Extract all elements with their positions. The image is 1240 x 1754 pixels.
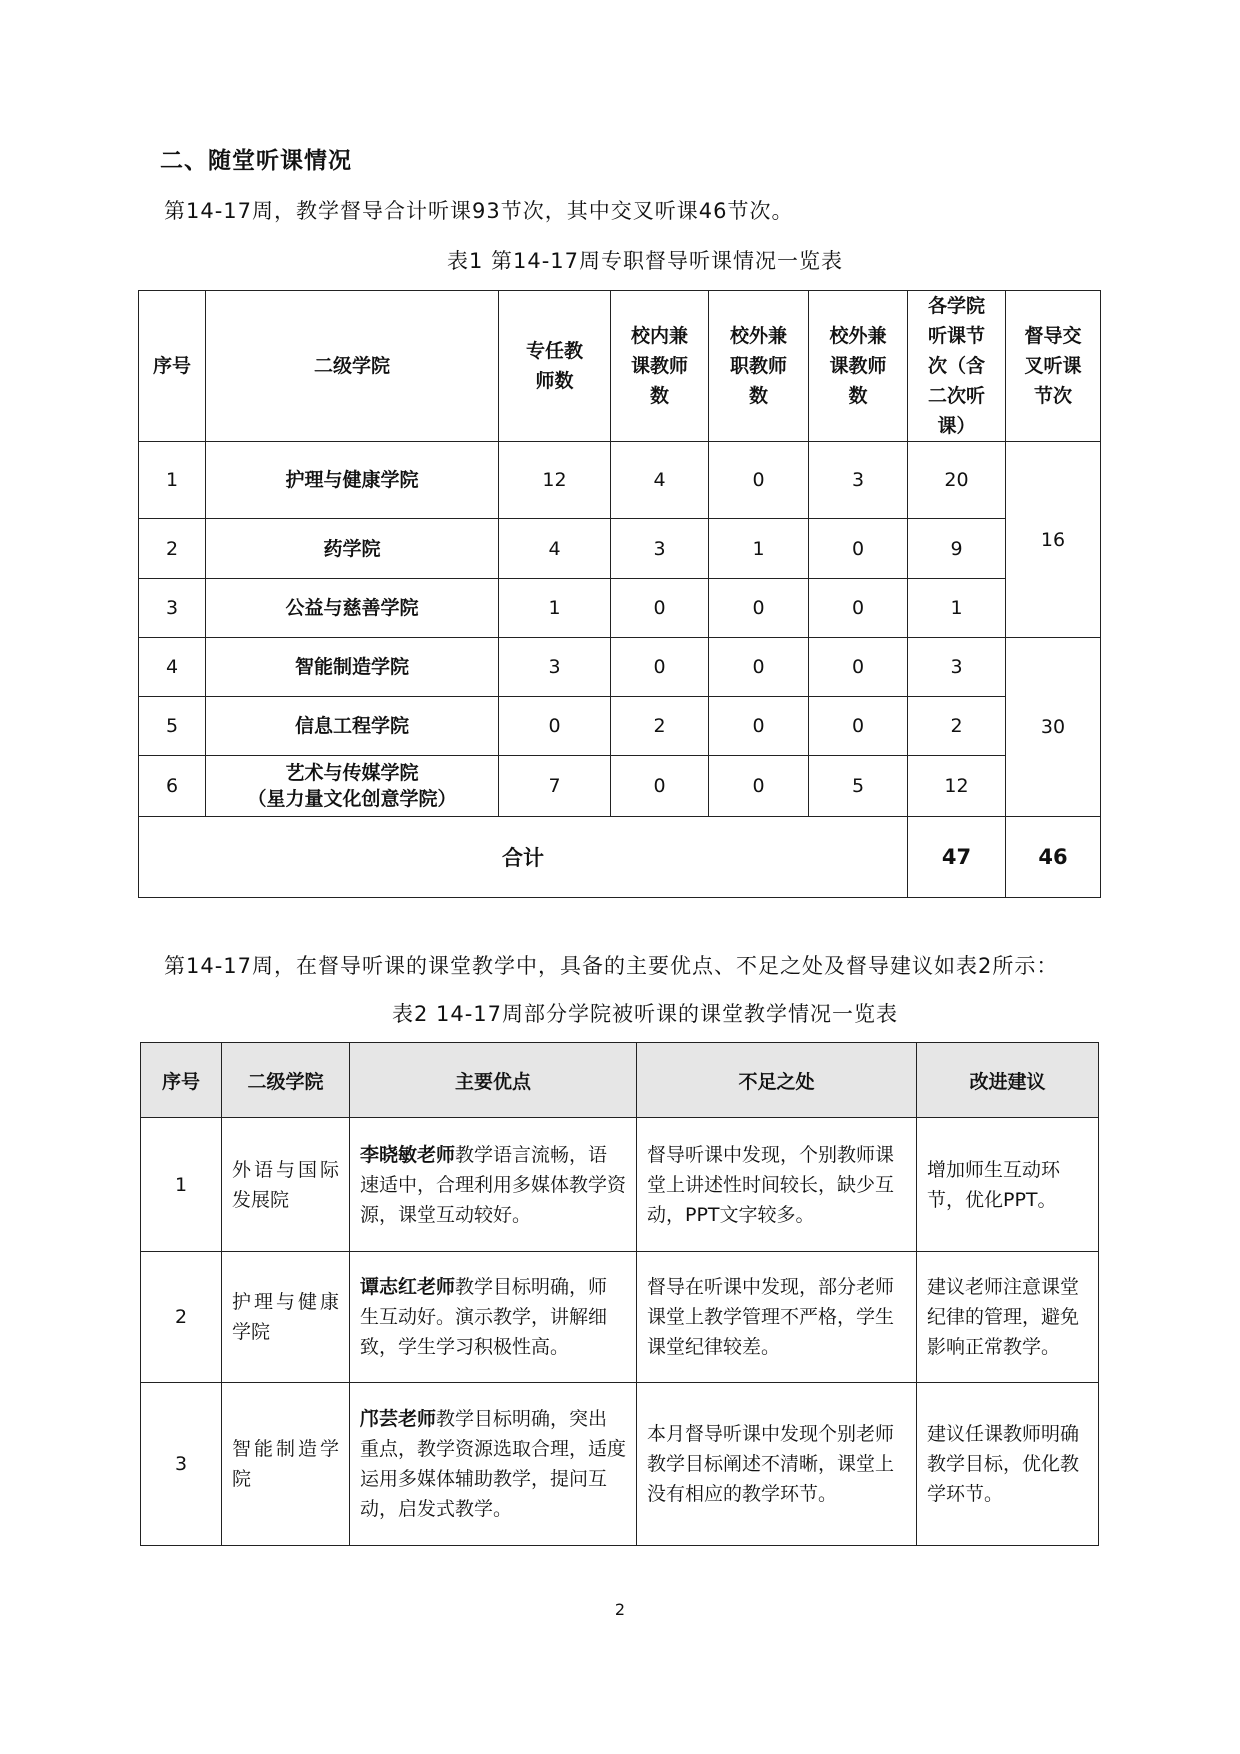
cell: 12 xyxy=(908,756,1006,817)
cell: 4 xyxy=(611,442,709,519)
strength-cell xyxy=(350,1118,637,1252)
cell: 0 xyxy=(709,697,809,756)
row-number: 1 xyxy=(139,442,206,519)
table-row xyxy=(141,1252,1099,1383)
suggestion-cell: 增加师生互动环节，优化PPT。 xyxy=(917,1118,1099,1252)
page-number: 2 xyxy=(614,1600,626,1619)
college-name-line: 艺术与传媒学院 xyxy=(285,762,419,784)
cell: 0 xyxy=(709,638,809,697)
cell: 0 xyxy=(611,579,709,638)
college-name: 公益与慈善学院 xyxy=(206,579,499,638)
cell: 9 xyxy=(908,519,1006,579)
weakness-cell: 督导在听课中发现，部分老师课堂上教学管理不严格，学生课堂纪律较差。 xyxy=(637,1252,917,1383)
table-row xyxy=(139,638,1101,697)
cell: 0 xyxy=(709,579,809,638)
strength-cell xyxy=(350,1252,637,1383)
header-cell: 序号 xyxy=(139,291,206,442)
total-label: 合计 xyxy=(139,817,908,898)
suggestion-cell: 建议老师注意课堂纪律的管理，避免影响正常教学。 xyxy=(917,1252,1099,1383)
cell: 1 xyxy=(499,579,611,638)
teacher-name: 邝芸老师 xyxy=(360,1408,437,1430)
suggestion-cell: 建议任课教师明确教学目标，优化教学环节。 xyxy=(917,1383,1099,1546)
total-sessions: 47 xyxy=(908,817,1006,898)
table-row xyxy=(141,1383,1099,1546)
row-number: 2 xyxy=(139,519,206,579)
strength-text: 教学目标明确，师生互动好。演示教学，讲解细致，学生学习积极性高。 xyxy=(360,1276,608,1358)
college-name-subline: （星力量文化创意学院） xyxy=(247,788,457,810)
header-cell: 二级学院 xyxy=(222,1043,350,1118)
strength-text: 教学目标明确，突出重点，教学资源选取合理，适度运用多媒体辅助教学，提问互动，启发式教学。 xyxy=(360,1408,627,1520)
teacher-name: 李晓敏老师 xyxy=(360,1143,456,1166)
cell: 0 xyxy=(809,697,908,756)
header-cell: 专任教师数 xyxy=(499,291,611,442)
cell: 2 xyxy=(611,697,709,756)
header-cell: 主要优点 xyxy=(350,1043,637,1118)
cell: 3 xyxy=(809,442,908,519)
cell: 1 xyxy=(709,519,809,579)
college-name xyxy=(206,756,499,817)
cell: 5 xyxy=(809,756,908,817)
college-name: 智能制造学院 xyxy=(222,1383,350,1546)
college-name: 信息工程学院 xyxy=(206,697,499,756)
header-cell: 校外兼课教师数 xyxy=(809,291,908,442)
strength-text: 教学语言流畅，语速适中，合理利用多媒体教学资源，课堂互动较好。 xyxy=(360,1143,627,1226)
header-cell: 各学院听课节次（含二次听课） xyxy=(908,291,1006,442)
cell: 1 xyxy=(908,579,1006,638)
header-cell: 改进建议 xyxy=(917,1043,1099,1118)
cell: 3 xyxy=(611,519,709,579)
cell: 20 xyxy=(908,442,1006,519)
cell: 2 xyxy=(908,697,1006,756)
cell: 0 xyxy=(809,519,908,579)
college-name: 护理与健康学院 xyxy=(222,1252,350,1383)
table-row xyxy=(139,519,1101,579)
row-number: 1 xyxy=(141,1118,222,1252)
cell: 4 xyxy=(499,519,611,579)
college-name: 药学院 xyxy=(206,519,499,579)
header-cell: 校外兼职教师数 xyxy=(709,291,809,442)
table1-caption: 表1 第14-17周专职督导听课情况一览表 xyxy=(446,249,844,273)
cell: 0 xyxy=(709,756,809,817)
cross-sessions-cell: 16 xyxy=(1006,442,1101,638)
cell: 3 xyxy=(908,638,1006,697)
cell: 12 xyxy=(499,442,611,519)
weakness-cell: 督导听课中发现，个别教师课堂上讲述性时间较长，缺少互动，PPT文字较多。 xyxy=(637,1118,917,1252)
cell: 0 xyxy=(611,756,709,817)
header-cell: 校内兼课教师数 xyxy=(611,291,709,442)
table-row xyxy=(139,756,1101,817)
row-number: 3 xyxy=(141,1383,222,1546)
row-number: 6 xyxy=(139,756,206,817)
college-name: 护理与健康学院 xyxy=(206,442,499,519)
classroom-evaluation-table xyxy=(140,1042,1099,1546)
cross-sessions-cell: 30 xyxy=(1006,638,1101,817)
cell: 0 xyxy=(809,579,908,638)
row-number: 5 xyxy=(139,697,206,756)
table-row xyxy=(139,579,1101,638)
cell: 0 xyxy=(809,638,908,697)
teacher-name: 谭志红老师 xyxy=(360,1276,456,1298)
row-number: 3 xyxy=(139,579,206,638)
cell: 0 xyxy=(611,638,709,697)
strength-cell xyxy=(350,1383,637,1546)
cell: 3 xyxy=(499,638,611,697)
header-cell: 不足之处 xyxy=(637,1043,917,1118)
cell: 0 xyxy=(709,442,809,519)
header-cell: 二级学院 xyxy=(206,291,499,442)
cell: 7 xyxy=(499,756,611,817)
section-heading: 二、随堂听课情况 xyxy=(160,148,352,174)
row-number: 2 xyxy=(141,1252,222,1383)
table-row xyxy=(141,1118,1099,1252)
college-name: 智能制造学院 xyxy=(206,638,499,697)
summary-text: 第14-17周，教学督导合计听课93节次，其中交叉听课46节次。 xyxy=(164,199,794,223)
total-row xyxy=(139,817,1101,898)
cell: 0 xyxy=(499,697,611,756)
weakness-cell: 本月督导听课中发现个别老师教学目标阐述不清晰，课堂上没有相应的教学环节。 xyxy=(637,1383,917,1546)
college-name: 外语与国际发展院 xyxy=(222,1118,350,1252)
row-number: 4 xyxy=(139,638,206,697)
header-cell: 序号 xyxy=(141,1043,222,1118)
table-row xyxy=(139,697,1101,756)
total-cross: 46 xyxy=(1006,817,1101,898)
table2-intro: 第14-17周，在督导听课的课堂教学中，具备的主要优点、不足之处及督导建议如表2所示： xyxy=(164,954,1059,978)
table-row xyxy=(139,442,1101,519)
table2-caption: 表2 14-17周部分学院被听课的课堂教学情况一览表 xyxy=(391,1002,899,1026)
header-cell: 督导交叉听课节次 xyxy=(1006,291,1101,442)
supervision-table xyxy=(138,290,1101,898)
